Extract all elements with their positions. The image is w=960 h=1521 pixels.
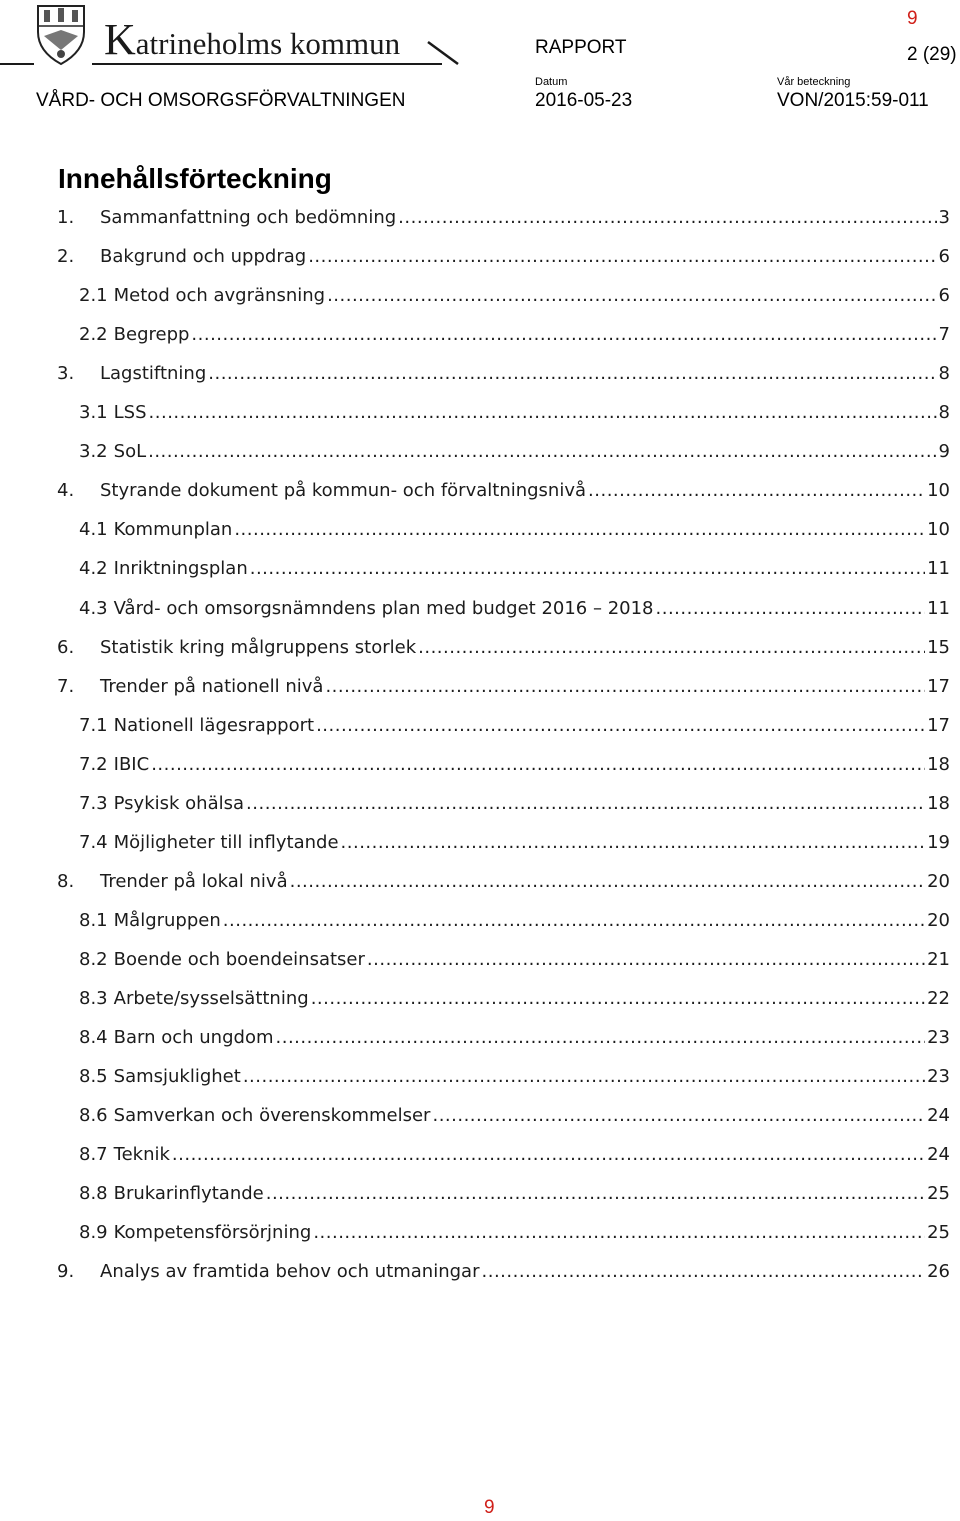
toc-entry-title: Samsjuklighet <box>113 1066 241 1088</box>
toc-entry-page: 6 <box>938 246 950 268</box>
toc-entry-number: 7.4 <box>79 831 108 853</box>
toc-leader-dots <box>148 441 936 462</box>
page-marker-bottom: 9 <box>484 1497 495 1518</box>
toc-entry-number: 2.1 <box>79 285 108 307</box>
toc-entry[interactable] <box>57 558 950 582</box>
toc-entry-page: 18 <box>927 792 950 814</box>
toc-entry-title: Nationell lägesrapport <box>113 714 315 736</box>
toc-entry-title: Styrande dokument på kommun- och förvaltningsnivå <box>100 480 587 502</box>
toc-entry[interactable] <box>57 988 950 1012</box>
toc-entry-title: Samverkan och överenskommelser <box>113 1105 431 1127</box>
toc-entry-page: 3 <box>938 207 950 228</box>
toc-leader-dots <box>313 1222 925 1243</box>
toc-leader-dots <box>191 324 936 345</box>
toc-entry[interactable] <box>57 324 950 348</box>
municipality-rest: atrineholms kommun <box>135 26 401 61</box>
header-rule <box>92 63 442 65</box>
toc-entry-page: 23 <box>927 1066 950 1088</box>
toc-leader-dots <box>656 598 926 619</box>
toc-leader-dots <box>223 910 925 931</box>
toc-entry[interactable] <box>57 832 950 856</box>
toc-leader-dots <box>208 363 936 384</box>
toc-leader-dots <box>311 988 925 1009</box>
toc-entry-page: 24 <box>927 1144 950 1166</box>
toc-entry-title: Statistik kring målgruppens storlek <box>100 636 417 658</box>
toc-entry-number: 8.5 <box>79 1066 108 1088</box>
toc-entry[interactable] <box>57 598 950 622</box>
municipality-name <box>104 15 401 64</box>
toc-entry-title: Trender på lokal nivå <box>100 870 288 892</box>
toc-entry-number: 8.4 <box>79 1027 108 1049</box>
toc-leader-dots <box>316 715 925 736</box>
toc-entry-page: 8 <box>938 402 950 424</box>
ref-label: Vår beteckning <box>777 76 851 88</box>
toc-entry-title: Arbete/sysselsättning <box>113 988 309 1009</box>
department-name: VÅRD- OCH OMSORGSFÖRVALTNINGEN <box>36 90 406 111</box>
toc-entry-number: 7.2 <box>79 753 108 775</box>
toc-entry-page: 21 <box>927 948 950 970</box>
toc-leader-dots <box>246 793 925 814</box>
toc-entry-number: 8.7 <box>79 1144 108 1166</box>
toc-leader-dots <box>588 480 925 501</box>
toc-entry-page: 17 <box>927 714 950 736</box>
toc-entry[interactable] <box>57 1027 950 1051</box>
toc-leader-dots <box>290 871 925 892</box>
toc-entry-title: Vård- och omsorgsnämndens plan med budget 2016 – 2018 <box>113 597 654 619</box>
toc-title: Innehållsförteckning <box>58 163 332 194</box>
toc-entry-title: Barn och ungdom <box>113 1027 274 1049</box>
toc-entry-number: 4.3 <box>79 597 108 619</box>
doc-type: RAPPORT <box>535 37 627 58</box>
toc-entry-number: 9. <box>57 1261 75 1283</box>
toc-entry[interactable] <box>57 246 950 270</box>
toc-entry-page: 7 <box>938 324 950 346</box>
toc-entry-number: 7. <box>57 675 75 697</box>
toc-leader-dots <box>151 754 925 775</box>
toc-entry-number: 3. <box>57 363 75 385</box>
toc-entry-page: 11 <box>927 558 950 580</box>
ref-value: VON/2015:59-011 <box>777 90 929 111</box>
toc-entry-page: 26 <box>927 1261 950 1283</box>
toc-entry-number: 8.8 <box>79 1183 108 1205</box>
toc-entry-title: Boende och boendeinsatser <box>113 948 365 970</box>
header-rule-left <box>0 63 34 65</box>
toc-entry[interactable] <box>57 441 950 465</box>
toc-entry-title: Kompetensförsörjning <box>113 1222 312 1244</box>
toc-entry-number: 3.2 <box>79 441 108 463</box>
toc-entry[interactable] <box>57 519 950 543</box>
toc-leader-dots <box>266 1183 925 1204</box>
toc-entry[interactable] <box>57 676 950 700</box>
toc-entry-title: Möjligheter till inflytande <box>113 831 339 853</box>
toc-entry-title: Bakgrund och uppdrag <box>100 246 307 268</box>
toc-entry-page: 8 <box>938 363 950 385</box>
toc-entry-title: LSS <box>113 402 147 424</box>
toc-entry-number: 7.1 <box>79 714 108 736</box>
toc-entry[interactable] <box>57 285 950 309</box>
toc-entry[interactable] <box>57 402 950 426</box>
toc-entry[interactable] <box>57 1261 950 1285</box>
toc-entry-number: 3.1 <box>79 402 108 424</box>
toc-entry-number: 4.2 <box>79 558 108 580</box>
toc-entry-number: 6. <box>57 636 75 658</box>
toc-entry-page: 17 <box>927 675 950 697</box>
toc-entry-page: 18 <box>927 753 950 775</box>
toc-leader-dots <box>482 1261 926 1282</box>
date-value: 2016-05-23 <box>535 90 633 111</box>
toc-entry-number: 4.1 <box>79 519 108 541</box>
toc-entry-title: Begrepp <box>113 324 190 346</box>
toc-entry-page: 20 <box>927 909 950 931</box>
toc-entry-number: 8. <box>57 870 75 892</box>
toc-entry-page: 20 <box>927 870 950 892</box>
toc-entry-page: 10 <box>927 519 950 541</box>
toc-entry[interactable] <box>57 1105 950 1129</box>
toc-entry[interactable] <box>57 754 950 778</box>
toc-leader-dots <box>149 402 937 423</box>
toc-entry[interactable] <box>57 1144 950 1168</box>
toc-entry[interactable] <box>57 1222 950 1246</box>
toc-entry[interactable] <box>57 480 950 504</box>
toc-leader-dots <box>243 1066 925 1087</box>
toc-entry-number: 1. <box>57 207 75 228</box>
toc-entry-page: 15 <box>927 636 950 658</box>
toc-leader-dots <box>367 949 925 970</box>
toc-entry-number: 8.6 <box>79 1105 108 1127</box>
toc-entry[interactable] <box>57 1183 950 1207</box>
toc-entry-number: 8.3 <box>79 988 108 1009</box>
toc-entry-page: 10 <box>927 480 950 502</box>
toc-entry[interactable] <box>57 910 950 934</box>
toc-entry-page: 25 <box>927 1183 950 1205</box>
toc-entry-title: Teknik <box>113 1144 170 1166</box>
toc-entry[interactable] <box>57 207 950 231</box>
toc-entry-number: 8.2 <box>79 948 108 970</box>
toc-entry-title: Analys av framtida behov och utmaningar <box>100 1261 480 1283</box>
page-marker-top: 9 <box>907 8 918 29</box>
toc-entry-title: IBIC <box>113 753 150 775</box>
toc-leader-dots <box>276 1027 926 1048</box>
toc-entry[interactable] <box>57 637 950 661</box>
toc-leader-dots <box>398 207 936 228</box>
toc-entry-title: Psykisk ohälsa <box>113 792 245 814</box>
toc-leader-dots <box>308 246 936 267</box>
toc-entry-page: 23 <box>927 1027 950 1049</box>
toc-leader-dots <box>432 1105 925 1126</box>
toc-entry[interactable] <box>57 949 950 973</box>
toc-leader-dots <box>172 1144 925 1165</box>
page-count: 2 (29) <box>907 44 957 65</box>
toc-entry[interactable] <box>57 1066 950 1090</box>
toc-entry-page: 22 <box>927 988 950 1009</box>
toc-entry[interactable] <box>57 715 950 739</box>
toc-entry-number: 8.9 <box>79 1222 108 1244</box>
toc-entry-title: SoL <box>113 441 147 463</box>
toc-entry-title: Brukarinflytande <box>113 1183 264 1205</box>
toc-entry[interactable] <box>57 871 950 895</box>
toc-entry-page: 11 <box>927 597 950 619</box>
toc-entry-page: 24 <box>927 1105 950 1127</box>
toc-entry-number: 7.3 <box>79 792 108 814</box>
toc-leader-dots <box>327 285 936 306</box>
toc-entry-title: Kommunplan <box>113 519 233 541</box>
toc-leader-dots <box>234 519 925 540</box>
toc-entry[interactable] <box>57 363 950 387</box>
coat-of-arms-icon <box>34 2 88 66</box>
toc-entry-title: Trender på nationell nivå <box>100 675 324 697</box>
toc-entry-page: 6 <box>938 285 950 307</box>
toc-entry[interactable] <box>57 793 950 817</box>
toc-entry-title: Inriktningsplan <box>113 558 248 580</box>
toc-entry-title: Sammanfattning och bedömning <box>100 207 397 228</box>
toc-entry-title: Metod och avgränsning <box>113 285 326 307</box>
toc-entry-page: 9 <box>938 441 950 463</box>
toc-entry-page: 25 <box>927 1222 950 1244</box>
toc-entry-title: Lagstiftning <box>100 363 207 385</box>
toc-leader-dots <box>325 676 925 697</box>
toc-entry-number: 8.1 <box>79 909 108 931</box>
toc-entry-number: 2.2 <box>79 324 108 346</box>
toc-entry-number: 2. <box>57 246 75 268</box>
toc-entry-number: 4. <box>57 480 75 502</box>
toc-entry-title: Målgruppen <box>113 909 221 931</box>
toc-entry-page: 19 <box>927 831 950 853</box>
toc-leader-dots <box>250 558 925 579</box>
toc-leader-dots <box>341 832 926 853</box>
header-rule-slash <box>426 40 462 66</box>
municipality-initial: K <box>104 15 136 64</box>
toc-leader-dots <box>418 637 925 658</box>
date-label: Datum <box>535 76 568 88</box>
